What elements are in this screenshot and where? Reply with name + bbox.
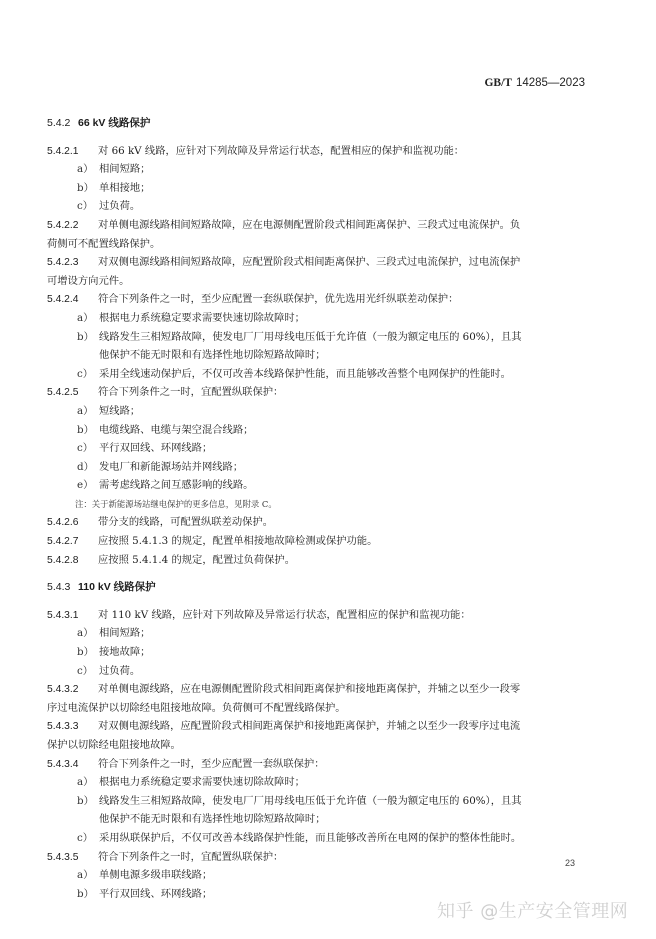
- clause-5-4-2-5: 5.4.2.5 符合下列条件之一时，宜配置纵联保护：: [47, 386, 284, 399]
- list-item: e） 需考虑线路之间互感影响的线路。: [77, 479, 254, 492]
- list-item-continuation: 他保护不能无时限和有选择性地切除短路故障时；: [99, 813, 326, 826]
- list-item: a） 根据电力系统稳定要求需要快速切除故障时；: [77, 776, 305, 789]
- list-item: b） 线路发生三相短路故障，使发电厂厂用母线电压低于允许值（一般为额定电压的 60%），且其: [77, 330, 522, 343]
- clause-continuation: 可增设方向元件。: [47, 274, 130, 287]
- clause-5-4-2-2: 5.4.2.2 对单侧电源线路相间短路故障，应在电源侧配置阶段式相间距离保护、三段式过电流保护。负: [47, 218, 521, 231]
- clause-5-4-3-1: 5.4.3.1 对 110 kV 线路，应针对下列故障及异常运行状态，配置相应的保护和监视功能：: [47, 608, 471, 621]
- page-number: 23: [565, 858, 576, 868]
- list-item: a） 短线路；: [77, 404, 141, 417]
- clause-5-4-2-8: 5.4.2.8 应按照 5.4.1.4 的规定，配置过负荷保护。: [47, 553, 296, 566]
- clause-5-4-2-1: 5.4.2.1 对 66 kV 线路，应针对下列故障及异常运行状态，配置相应的保护和监视功能：: [47, 144, 465, 157]
- list-item: b） 单相接地；: [77, 181, 151, 194]
- section-heading-5-4-2: 5.4.2 66 kV 线路保护: [47, 117, 151, 129]
- clause-continuation: 荷侧可不配置线路保护。: [47, 237, 161, 250]
- clause-5-4-2-3: 5.4.2.3 对双侧电源线路相间短路故障，应配置阶段式相间距离保护、三段式过电流保护，过电流保护: [47, 256, 521, 269]
- clause-5-4-3-5: 5.4.3.5 符合下列条件之一时，宜配置纵联保护：: [47, 850, 284, 863]
- clause-continuation: 序过电流保护以切除经电阻接地故障。负荷侧可不配置线路保护。: [47, 701, 346, 714]
- clause-5-4-3-4: 5.4.3.4 符合下列条件之一时，至少应配置一套纵联保护：: [47, 757, 325, 770]
- document-body: [47, 114, 612, 903]
- section-heading-5-4-3: 5.4.3 110 kV 线路保护: [47, 581, 156, 594]
- list-item: c） 采用全线速动保护后，不仅可改善本线路保护性能，而且能够改善整个电网保护的性能时。: [77, 367, 511, 380]
- list-item: b） 线路发生三相短路故障，使发电厂厂用母线电压低于允许值（一般为额定电压的 60%），且其: [77, 794, 522, 807]
- standard-number: 14285—2023: [515, 77, 585, 89]
- list-item: b） 平行双回线、环网线路；: [77, 887, 213, 900]
- note: 注：关于新能源场站继电保护的更多信息，见附录 C。: [75, 498, 277, 509]
- clause-5-4-2-4: 5.4.2.4 符合下列条件之一时，至少应配置一套纵联保护，优先选用光纤纵联差动保护：: [47, 293, 459, 306]
- list-item: c） 过负荷。: [77, 200, 141, 213]
- list-item: c） 采用纵联保护后，不仅可改善本线路保护性能，而且能够改善所在电网的保护的整体性能时。: [77, 831, 522, 844]
- standard-prefix: GB/T: [484, 77, 512, 89]
- list-item: a） 根据电力系统稳定要求需要快速切除故障时；: [77, 311, 305, 324]
- list-item: b） 电缆线路、电缆与架空混合线路；: [77, 423, 254, 436]
- clause-5-4-3-3: 5.4.3.3 对双侧电源线路，应配置阶段式相间距离保护和接地距离保护，并辅之以至少一段零序过电流: [47, 720, 521, 733]
- list-item: a） 单侧电源多级串联线路；: [77, 869, 213, 882]
- clause-5-4-2-7: 5.4.2.7 应按照 5.4.1.3 的规定，配置单相接地故障检测或保护功能。: [47, 535, 378, 548]
- list-item: c） 过负荷。: [77, 664, 141, 677]
- list-item-continuation: 他保护不能无时限和有选择性地切除短路故障时；: [99, 349, 326, 362]
- watermark: 知乎 @生产安全管理网: [437, 901, 629, 922]
- list-item: b） 接地故障；: [77, 646, 151, 659]
- clause-continuation: 保护以切除经电阻接地故障。: [47, 739, 181, 751]
- clause-5-4-3-2: 5.4.3.2 对单侧电源线路，应在电源侧配置阶段式相间距离保护和接地距离保护，并辅之以至少一段零: [47, 683, 521, 696]
- list-item: a） 相间短路；: [77, 163, 151, 176]
- list-item: a） 相间短路；: [77, 627, 151, 640]
- standard-code: [484, 77, 585, 89]
- clause-5-4-2-6: 5.4.2.6 带分支的线路，可配置纵联差动保护。: [47, 516, 274, 529]
- list-item: d） 发电厂和新能源场站并网线路；: [77, 460, 244, 473]
- list-item: c） 平行双回线、环网线路；: [77, 442, 213, 455]
